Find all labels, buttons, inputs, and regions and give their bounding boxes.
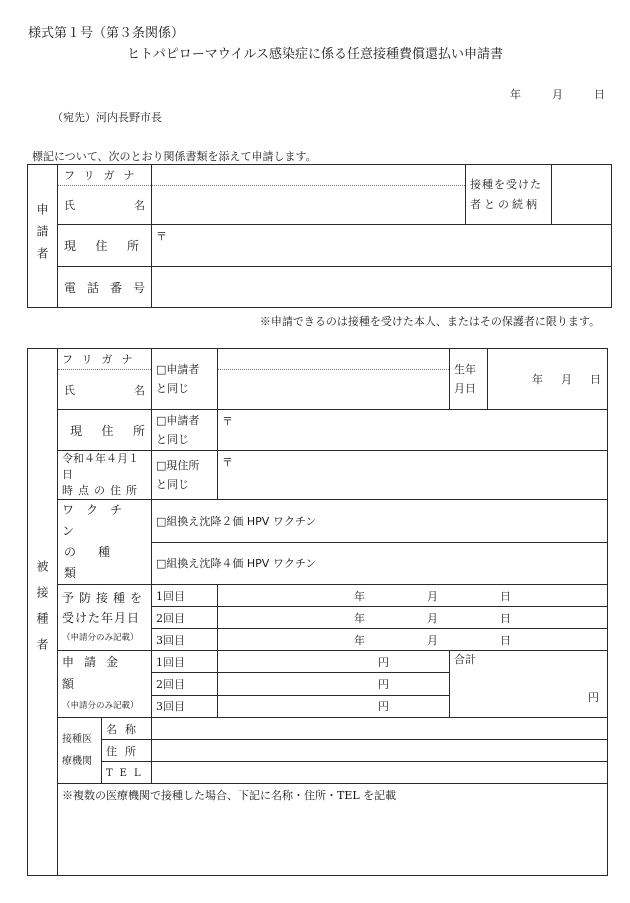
applicant-table	[27, 164, 612, 308]
amount-2-field[interactable]: 円	[218, 673, 450, 695]
multi-clinic-field[interactable]	[58, 784, 608, 876]
dose-1-date-field[interactable]: 年 月 日	[218, 585, 608, 607]
total-amount-field[interactable]	[450, 651, 608, 718]
past-address-same-as-current[interactable]: □現住所 と同じ	[152, 451, 218, 500]
amount-3-field[interactable]: 円	[218, 695, 450, 717]
clinic-name-field[interactable]	[152, 718, 608, 740]
past-address-field[interactable]	[218, 451, 608, 500]
recipient-same-as-applicant[interactable]: □申請者 と同じ	[152, 349, 218, 410]
relation-field[interactable]	[552, 165, 612, 225]
recipient-address-same-as-applicant[interactable]: □申請者 と同じ	[152, 410, 218, 451]
applicant-section-label: 申請者	[28, 165, 58, 308]
amount-3-label: 3回目	[152, 695, 218, 717]
vaccine-option-bivalent[interactable]: □組換え沈降２価 HPV ワクチン	[152, 500, 608, 543]
clinic-address-field[interactable]	[152, 740, 608, 762]
recipient-address-field[interactable]	[218, 410, 608, 451]
dose-3-date-field[interactable]: 年 月 日	[218, 629, 608, 651]
total-label: 合計	[454, 653, 477, 666]
form-title: ヒトパピローマウイルス感染症に係る任意接種費償還払い申請書	[127, 47, 503, 62]
addressee: （宛先）河内長野市長	[52, 111, 162, 124]
intro-text: 標記について、次のとおり関係書類を添えて申請します。	[32, 150, 317, 163]
clinic-name-label: 名称	[102, 718, 152, 740]
applicant-address-label: 現 住 所	[58, 225, 152, 267]
applicant-phone-field[interactable]	[152, 267, 612, 308]
amount-label: 申請金額 （申請分のみ記載）	[58, 651, 152, 718]
vaccination-date-label: 予防接種を 受けた年月日 （申請分のみ記載）	[58, 585, 152, 651]
applicant-phone-label: 電 話 番 号	[58, 267, 152, 308]
recipient-furigana-label: フリガナ	[58, 349, 152, 370]
birthdate-label: 生年 月日	[450, 349, 488, 410]
relation-label: 接種を受けた 者との続柄	[466, 165, 552, 225]
clinic-address-label: 住所	[102, 740, 152, 762]
dose-2-date-field[interactable]: 年 月 日	[218, 607, 608, 629]
recipient-section-label: 被接種者	[28, 349, 58, 876]
applicant-furigana-field[interactable]	[152, 165, 466, 186]
vaccine-type-label: ワクチン の種類	[58, 500, 152, 585]
postal-mark: 〒	[222, 415, 234, 428]
dose-1-label: 1回目	[152, 585, 218, 607]
amount-1-field[interactable]: 円	[218, 651, 450, 673]
recipient-name-label: 氏 名	[58, 370, 152, 410]
postal-mark: 〒	[156, 230, 167, 243]
amount-1-label: 1回目	[152, 651, 218, 673]
applicant-eligibility-note: ※申請できるのは接種を受けた本人、またはその保護者に限ります。	[259, 315, 600, 328]
multi-clinic-note: ※複数の医療機関で接種した場合、下記に名称・住所・TEL を記載	[62, 789, 397, 802]
amount-2-label: 2回目	[152, 673, 218, 695]
applicant-furigana-label: フリガナ	[58, 165, 152, 186]
past-address-label: 令和４年４月１日 時点の住所	[58, 451, 152, 500]
total-yen: 円	[588, 691, 600, 704]
clinic-tel-field[interactable]	[152, 762, 608, 784]
recipient-table	[27, 348, 608, 876]
submission-date[interactable]	[510, 86, 605, 102]
recipient-name-field[interactable]	[218, 370, 450, 410]
date-month-label: 月	[552, 88, 563, 101]
date-day-label: 日	[594, 88, 605, 101]
date-year-label: 年	[510, 88, 521, 101]
recipient-address-label: 現 住 所	[58, 410, 152, 451]
applicant-address-field[interactable]	[152, 225, 612, 267]
clinic-label: 接種医 療機関	[58, 718, 102, 784]
clinic-tel-label: TEL	[102, 762, 152, 784]
form-number: 様式第１号（第３条関係）	[28, 26, 185, 41]
postal-mark: 〒	[222, 456, 234, 469]
birthdate-field[interactable]: 年 月 日	[488, 349, 608, 410]
dose-3-label: 3回目	[152, 629, 218, 651]
recipient-furigana-field[interactable]	[218, 349, 450, 370]
applicant-name-field[interactable]	[152, 186, 466, 225]
applicant-name-label: 氏 名	[58, 186, 152, 225]
vaccine-option-quadrivalent[interactable]: □組換え沈降４価 HPV ワクチン	[152, 542, 608, 585]
dose-2-label: 2回目	[152, 607, 218, 629]
